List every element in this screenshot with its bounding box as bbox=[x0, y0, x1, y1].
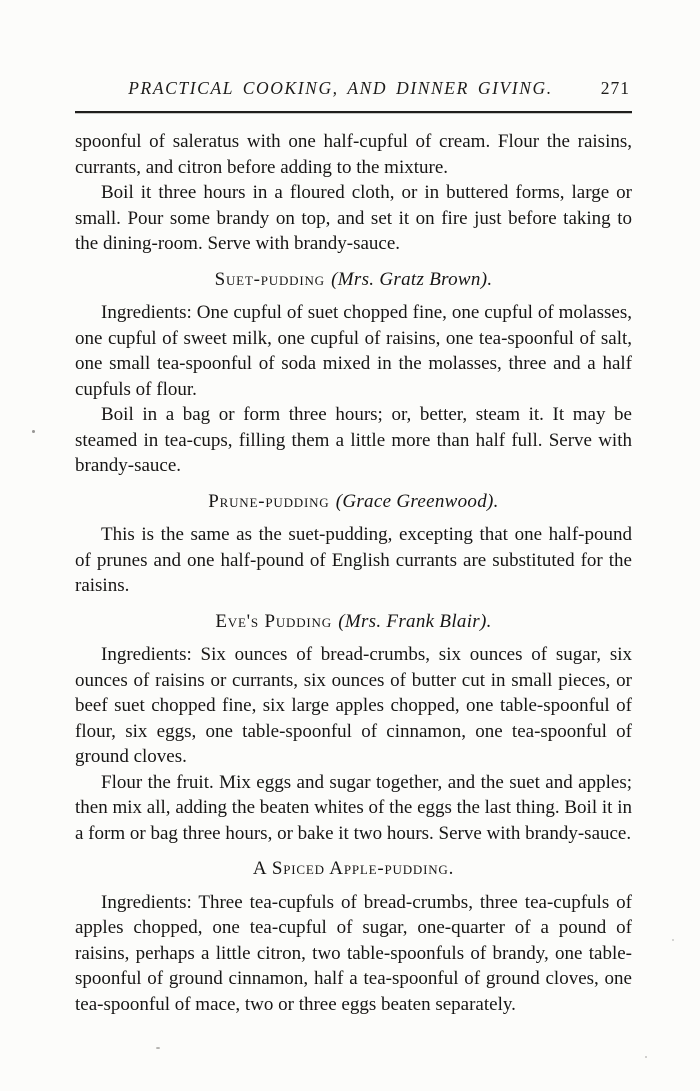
recipe-title: A Spiced Apple-pudding. bbox=[252, 858, 455, 879]
recipe-heading-spiced-apple-pudding bbox=[75, 856, 632, 882]
paragraph-ingredients: Ingredients: One cupful of suet chopped fine, one cupful of molasses, one cupful of sweet milk, one cupful of raisins, one tea-spoonful of salt, one small tea-spoonful of soda mixed in the molasses, three and a half cupfuls of flour. bbox=[75, 302, 632, 400]
page-header-title: PRACTICAL COOKING, AND DINNER GIVING. bbox=[128, 78, 553, 98]
recipe-heading-suet-pudding bbox=[75, 267, 632, 293]
paragraph-directions: This is the same as the suet-pudding, excepting that one half-pound of prunes and one half-pound of English currants are substituted for the raisins. bbox=[75, 524, 632, 596]
paragraph: Boil it three hours in a floured cloth, or in buttered forms, large or small. Pour some brandy on top, and set it on fire just before taking to the dining-room. Serve with brandy-sauce. bbox=[75, 182, 632, 254]
page-number: 271 bbox=[600, 78, 630, 98]
header-rule bbox=[75, 111, 632, 113]
recipe-attribution: (Mrs. Gratz Brown). bbox=[331, 268, 493, 290]
recipe-heading-prune-pudding bbox=[75, 489, 632, 515]
paragraph-ingredients: Ingredients: Three tea-cupfuls of bread-crumbs, three tea-cupfuls of apples chopped, one tea-cupful of sugar, one-quarter of a pound of raisins, perhaps a little citron, two table-spoonfuls of brandy, one table-spoonful of ground cinnamon, half a tea-spoonful of ground cloves, one tea-spoonful of mace, two or three eggs beaten separately. bbox=[75, 891, 632, 1015]
paragraph-directions: Boil in a bag or form three hours; or, better, steam it. It may be steamed in tea-cups, filling them a little more than half full. Serve with brandy-sauce. bbox=[75, 404, 632, 476]
paragraph-directions: Flour the fruit. Mix eggs and sugar together, and the suet and apples; then mix all, adding the beaten whites of the eggs the last thing. Boil it in a form or bag three hours, or bake it two hours. Serve with brandy-sauce. bbox=[75, 771, 632, 844]
recipe-title: Eve's Pudding bbox=[215, 610, 332, 632]
recipe-attribution: (Grace Greenwood). bbox=[335, 490, 499, 512]
paragraph-ingredients: Ingredients: Six ounces of bread-crumbs, six ounces of sugar, six ounces of raisins or currants, six ounces of butter cut in small pieces, or beef suet chopped fine, six large apples chopped, one table-spoonful of flour, six eggs, one table-spoonful of cinnamon, one tea-spoonful of ground cloves. bbox=[75, 644, 632, 767]
recipe-heading-eves-pudding bbox=[75, 609, 632, 635]
scan-speck bbox=[645, 1056, 647, 1058]
recipe-title: Prune-pudding bbox=[208, 490, 330, 512]
running-header bbox=[75, 78, 632, 102]
page-body bbox=[75, 129, 632, 1017]
paragraph-continuation: spoonful of saleratus with one half-cupful of cream. Flour the raisins, currants, and citron before adding to the mixture. bbox=[75, 131, 632, 178]
scan-speck bbox=[32, 430, 35, 433]
recipe-attribution: (Mrs. Frank Blair). bbox=[338, 610, 492, 632]
recipe-title: Suet-pudding bbox=[214, 268, 325, 290]
scan-speck bbox=[156, 1047, 160, 1049]
scan-speck bbox=[672, 939, 674, 941]
